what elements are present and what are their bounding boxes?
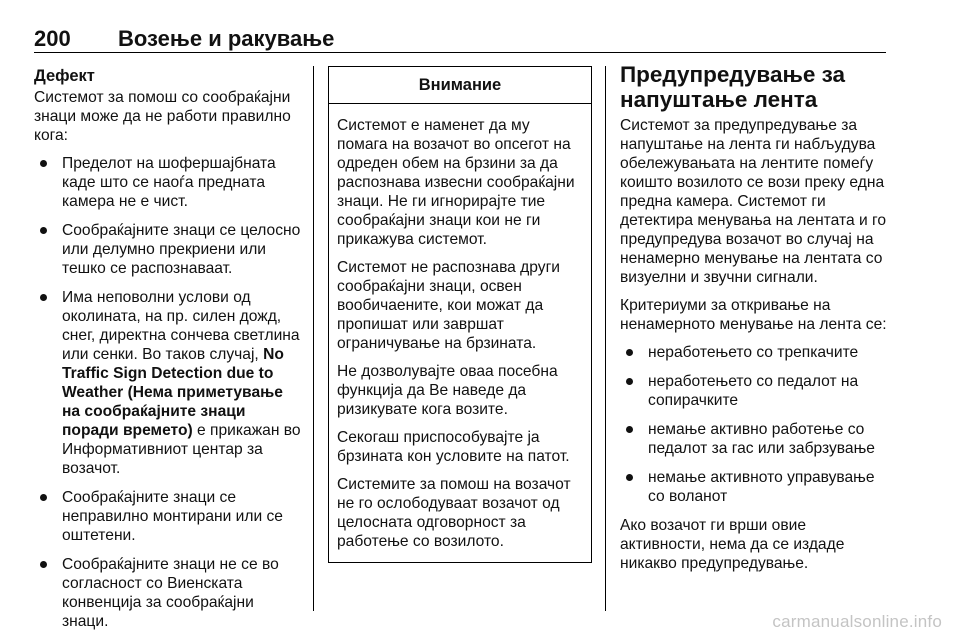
display-message: No Traffic Sign Detection due to Weather (Нема приметување на сообраќајните знаци поради времето) xyxy=(62,346,284,439)
list-item: немање активното управување со воланот xyxy=(620,468,888,506)
bullet-icon xyxy=(626,349,633,356)
column-right xyxy=(620,58,888,582)
bullet-icon xyxy=(40,561,47,568)
bullet-list xyxy=(34,154,302,631)
paragraph: Не дозволувајте оваа посебна функција да Ве наведе да ризикувате кога возите. xyxy=(337,363,558,418)
page-header xyxy=(34,24,886,53)
column-left xyxy=(34,58,302,641)
running-title: Возење и ракување xyxy=(118,26,335,51)
paragraph: Системите за помош на возачот не го ослободуваат возачот од целосната одговорност за работење со возилото. xyxy=(337,476,571,550)
watermark: carmanualsonline.info xyxy=(772,612,942,631)
list-item: Пределот на шофершајбната каде што се наоѓа предната камера не е чист. xyxy=(34,154,302,211)
bullet-icon xyxy=(626,378,633,385)
list-item: Сообраќајните знаци се целосно или делумно прекриени или тешко се распознаваат. xyxy=(34,221,302,278)
list-item: Има неповолни услови од околината, на пр. силен дожд, снег, директна сончева светлина или сенки. Во таков случај, No Traffic Sign Detection due to Weather (Нема приметување на сообраќајните знаци поради времето) е прикажан во Информативниот центар за возачот. xyxy=(34,288,302,478)
list-item: немање активно работење со педалот за гас или забрзување xyxy=(620,420,888,458)
section-heading-fault: Дефект xyxy=(34,67,95,85)
bullet-icon xyxy=(626,426,633,433)
section-heading-lane-departure: Предупредување за напуштање лента xyxy=(620,62,846,112)
column-divider xyxy=(605,66,606,611)
paragraph: Ако возачот ги врши овие активности, нема да се издаде никакво предупредување. xyxy=(620,517,845,572)
paragraph: Системот за предупредување за напуштање на лента ги набљудува обележувањата на лентите помеѓу коишто возилото се вози преку една предна камера. Системот ги детектира менувања на лентата и го предупредува возачот во случај на ненамерно менување на лентата со визуелни и звучни сигнали. xyxy=(620,117,887,286)
list-item: Сообраќајните знаци не се во согласност со Виенската конвенција за сообраќајни знаци. xyxy=(34,555,302,631)
bullet-icon xyxy=(40,227,47,234)
column-divider xyxy=(313,66,314,611)
paragraph: Системот не распознава други сообраќајни знаци, освен вообичаените, кои можат да пропишат или завршат ограничувањe на брзината. xyxy=(337,259,560,352)
warning-box xyxy=(328,66,592,563)
list-item: Сообраќајните знаци се неправилно монтирани или се оштетени. xyxy=(34,488,302,545)
bullet-list xyxy=(620,343,888,506)
list-item: неработењето со педалот на сопирачките xyxy=(620,372,888,410)
bullet-icon xyxy=(40,294,47,301)
paragraph: Системот за помош со сообраќајни знаци може да не работи правилно кога: xyxy=(34,89,291,144)
page-number: 200 xyxy=(34,26,71,51)
list-item: неработењето со трепкачите xyxy=(620,343,888,362)
warning-body xyxy=(329,104,591,562)
paragraph: Системот е наменет да му помага на возачот во опсегот на одреден обем на брзини за да распознава извесни сообраќајни знаци. Не ги игнорирајте тие сообраќајни знаци кои не ги прикажува системот. xyxy=(337,117,575,248)
warning-title: Внимание xyxy=(329,67,591,104)
bullet-icon xyxy=(40,160,47,167)
column-middle xyxy=(328,58,592,563)
bullet-icon xyxy=(626,474,633,481)
bullet-icon xyxy=(40,494,47,501)
paragraph: Критериуми за откривање на ненамерното менување на лента се: xyxy=(620,297,887,333)
paragraph: Секогаш приспособувајте ја брзината кон условите на патот. xyxy=(337,429,570,465)
